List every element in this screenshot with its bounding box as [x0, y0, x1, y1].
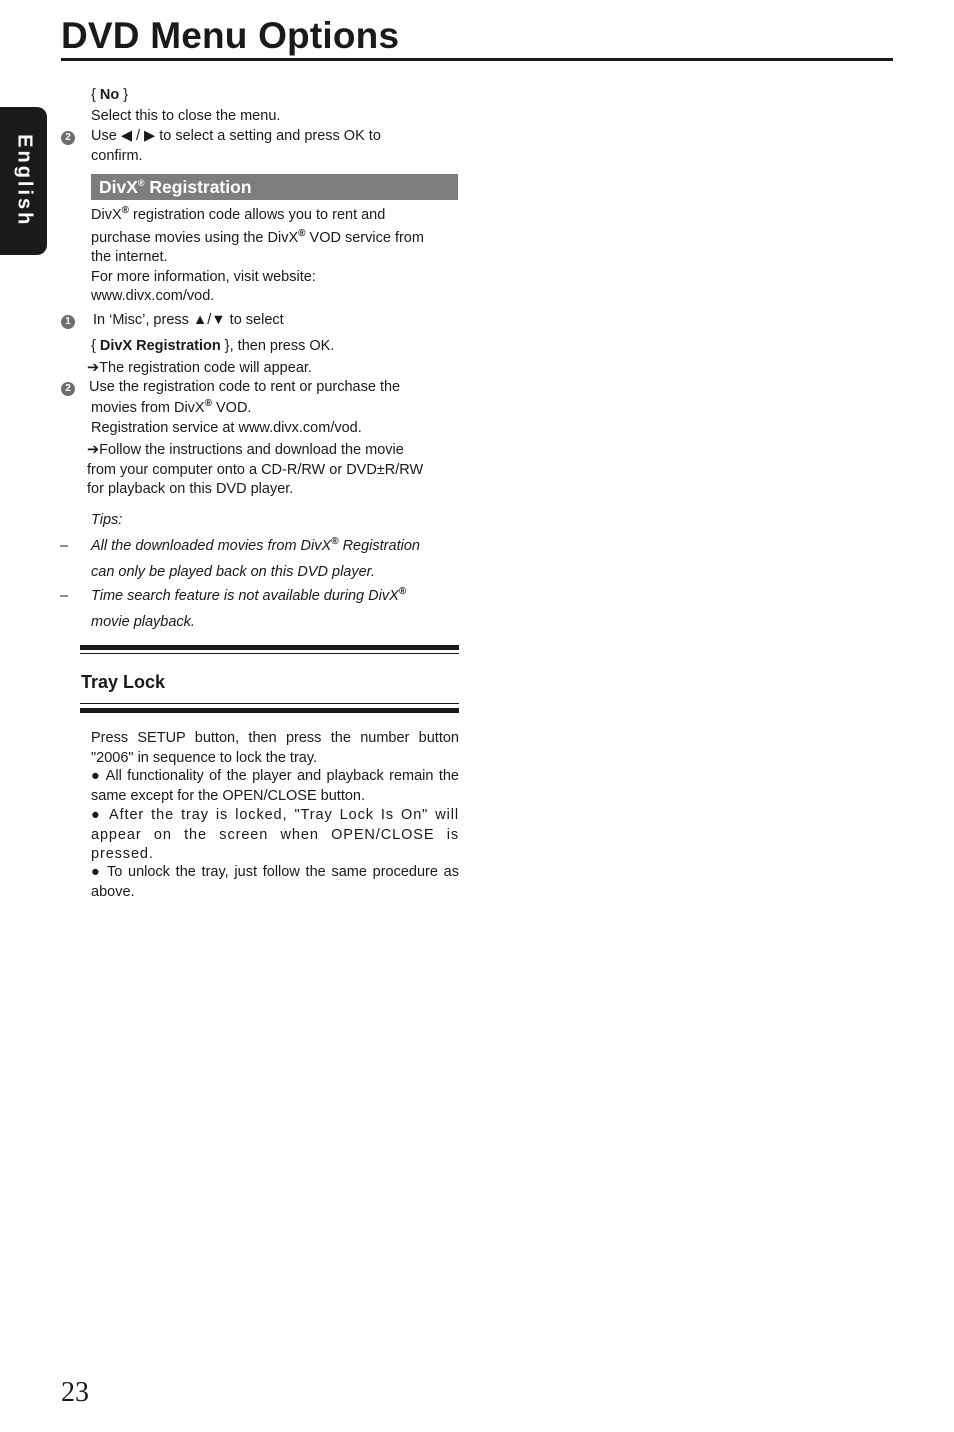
step2-instruction-line2: confirm. — [91, 147, 143, 164]
brace-close: }, then press OK. — [220, 338, 335, 354]
step2-register-line3: Registration service at www.divx.com/vod. — [91, 420, 362, 436]
step-number-badge: 1 — [61, 315, 75, 329]
step2-register-vod: VOD. — [211, 400, 252, 416]
section-rule-thin — [80, 703, 459, 704]
section-rule-thick — [80, 645, 459, 650]
tip2-text-a: Time search feature is not available during DivX — [91, 588, 399, 604]
tip1-text-b: Registration — [338, 538, 420, 554]
registered-mark: ® — [398, 586, 407, 598]
divx-intro-line2 — [91, 229, 466, 249]
tip1 — [91, 537, 466, 582]
step-number-badge: 2 — [61, 131, 75, 145]
registered-mark: ® — [121, 205, 129, 217]
tray-lock-paragraph-2: ● All functionality of the player and playback remain the same except for the OPEN/CLOSE button. — [91, 768, 459, 804]
page-number: 23 — [61, 1377, 89, 1408]
registered-mark: ® — [204, 398, 212, 410]
registered-mark: ® — [298, 227, 306, 239]
divx-website: www.divx.com/vod. — [91, 288, 215, 304]
divx-intro-text2a: purchase movies using the DivX — [91, 229, 299, 246]
step2-instruction — [91, 127, 461, 166]
tray-lock-paragraph-3: ● After the tray is locked, "Tray Lock Is On" will appear on the screen when OPEN/CLOSE is pressed. — [91, 807, 459, 862]
divx-registration-heading — [91, 174, 458, 200]
tip-dash: – — [60, 588, 69, 604]
tip1-text-a: All the downloaded movies from DivX — [91, 538, 332, 554]
tip2-line2: movie playback. — [91, 613, 195, 630]
step2-instruction-line1: Use ◀ / ▶ to select a setting and press OK to — [91, 128, 381, 144]
language-tab-label: English — [13, 134, 36, 228]
divx-heading-prefix: DivX — [99, 177, 138, 197]
tip2-line1 — [91, 587, 466, 607]
page-title: DVD Menu Options — [61, 15, 400, 56]
tray-lock-paragraph-1: Press SETUP button, then press the number button "2006" in sequence to lock the tray. — [91, 730, 459, 766]
brace-open: { — [91, 338, 100, 354]
no-option-label: No — [99, 87, 120, 103]
step2-result-line1: ➔Follow the instructions and download the movie — [87, 442, 404, 458]
no-option-line — [91, 86, 461, 106]
step1-option-line — [91, 337, 461, 357]
divx-intro-line1 — [91, 206, 466, 226]
step2-register-line2 — [91, 399, 461, 419]
divx-intro-text1: registration code allows you to rent and — [133, 207, 386, 223]
divx-intro-text2b: VOD service from — [305, 229, 424, 246]
no-option-brace-open: { — [91, 87, 100, 103]
step2-result — [87, 441, 467, 500]
no-option-description: Select this to close the menu. — [91, 108, 281, 124]
step2-result-line3: for playback on this DVD player. — [87, 481, 294, 497]
tips-heading: Tips: — [91, 512, 123, 528]
tip-dash: – — [60, 538, 69, 554]
tip1-line2: can only be played back on this DVD player. — [91, 563, 375, 580]
step2-result-line2: from your computer onto a CD-R/RW or DVD±R/RW — [87, 461, 424, 478]
title-rule — [61, 58, 893, 61]
section-rule-thick — [80, 708, 459, 713]
step-number-badge: 2 — [61, 382, 75, 396]
no-option-brace-close: } — [119, 87, 129, 103]
registered-mark: ® — [137, 178, 145, 189]
registered-mark: ® — [331, 536, 339, 548]
language-tab — [0, 107, 47, 255]
divx-intro — [91, 206, 466, 307]
tray-lock-paragraph-4: ● To unlock the tray, just follow the same procedure as above. — [91, 864, 459, 900]
divx-intro-line3: the internet. — [91, 249, 168, 265]
step1-result: ➔The registration code will appear. — [87, 360, 312, 376]
divx-intro-line4: For more information, visit website: — [91, 268, 316, 285]
tip1-line1 — [91, 537, 466, 557]
step2-register-text: movies from DivX — [91, 400, 205, 416]
divx-heading-suffix: Registration — [144, 177, 252, 197]
step1-instruction: In ‘Misc’, press ▲/▼ to select — [93, 312, 284, 328]
section-rule-thin — [80, 653, 459, 654]
step2-register-line1: Use the registration code to rent or purchase the — [89, 379, 401, 395]
divx-text: DivX — [91, 207, 122, 223]
divx-registration-option: DivX Registration — [99, 338, 221, 354]
tray-lock-heading: Tray Lock — [81, 672, 166, 692]
tip2 — [91, 587, 466, 632]
